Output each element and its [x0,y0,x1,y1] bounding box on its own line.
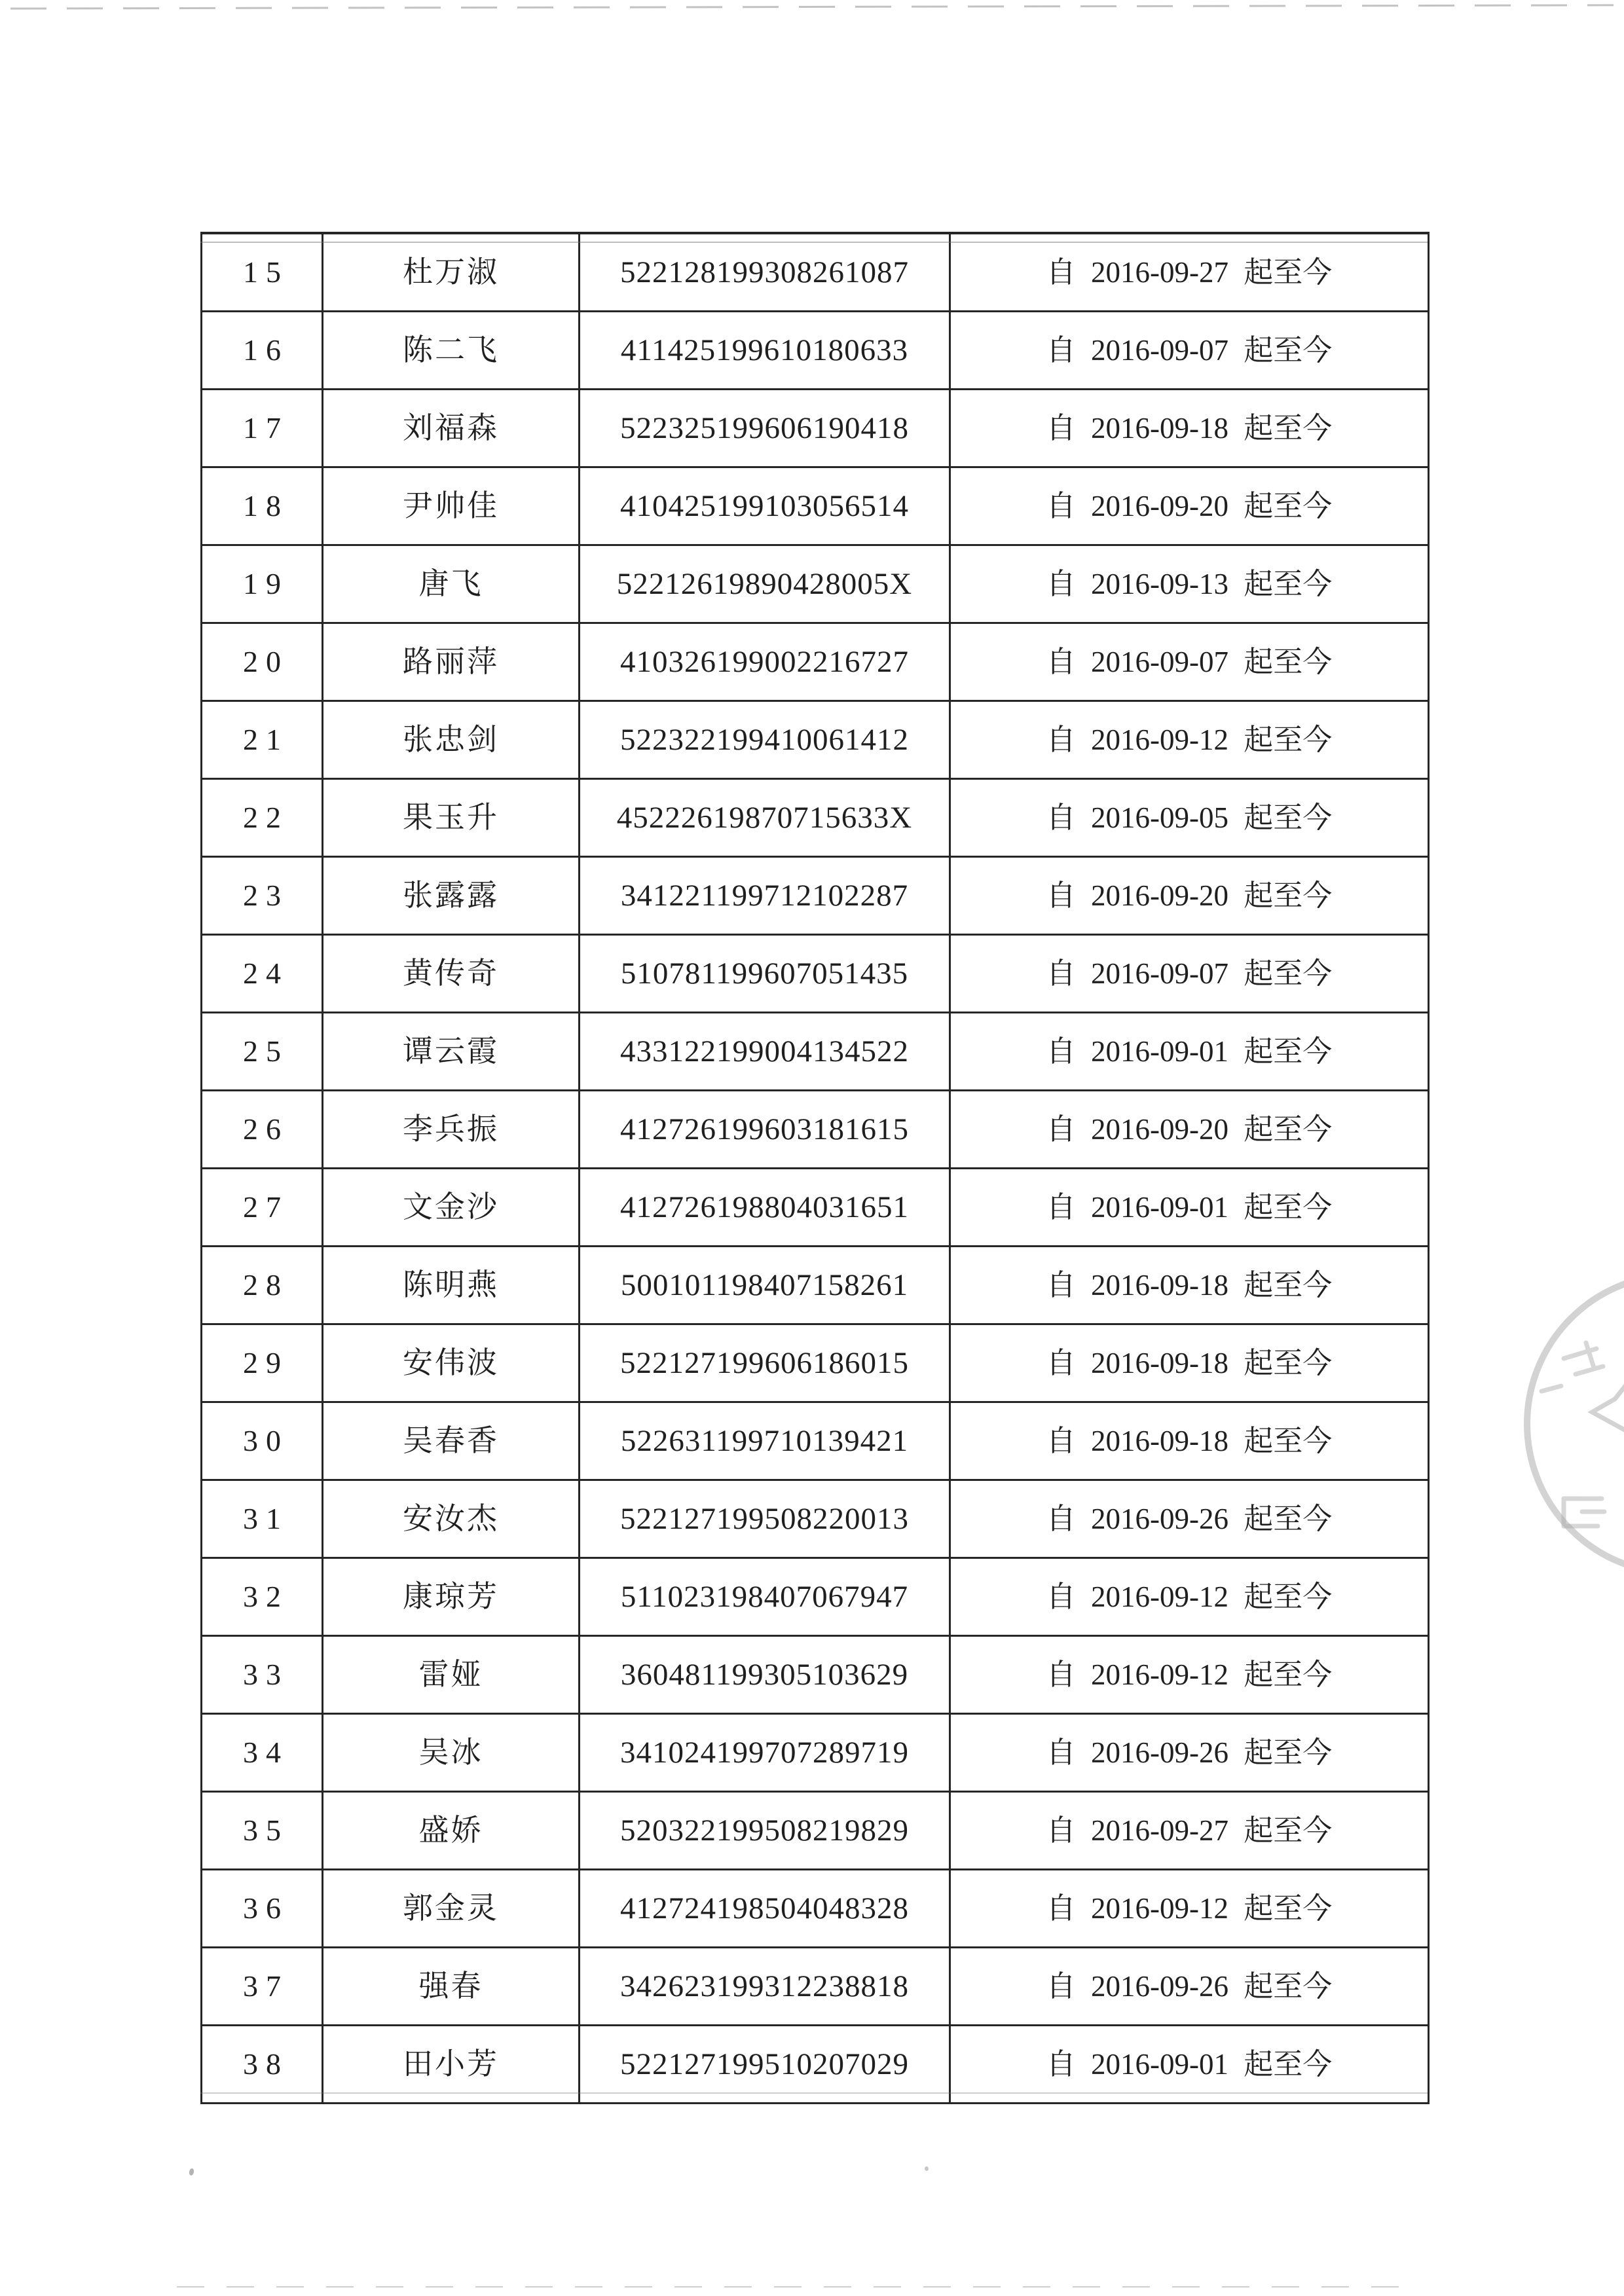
cell-row-number: 27 [202,1169,323,1247]
cell-row-number: 24 [202,936,323,1013]
cell-period: 自 2016-09-07 起至今 [951,312,1430,390]
cell-row-number: 35 [202,1793,323,1870]
cell-person-name: 盛娇 [323,1793,580,1870]
cell-period: 自 2016-09-05 起至今 [951,780,1430,858]
official-seal-stamp [1486,1280,1624,1581]
cell-row-number: 18 [202,468,323,546]
cell-period: 自 2016-09-26 起至今 [951,1481,1430,1559]
cell-person-name: 李兵振 [323,1091,580,1169]
cell-row-number: 37 [202,1948,323,2026]
cell-person-name: 文金沙 [323,1169,580,1247]
cell-row-number: 38 [202,2026,323,2104]
cell-row-number: 19 [202,546,323,624]
cell-person-name: 郭金灵 [323,1870,580,1948]
cell-id-number: 341024199707289719 [580,1715,951,1793]
cell-period: 自 2016-09-27 起至今 [951,1793,1430,1870]
cell-period: 自 2016-09-18 起至今 [951,1247,1430,1325]
cell-id-number: 412726198804031651 [580,1169,951,1247]
cell-id-number: 52212619890428005X [580,546,951,624]
cell-row-number: 21 [202,702,323,780]
cell-row-number: 17 [202,390,323,468]
cell-person-name: 安伟波 [323,1325,580,1403]
cell-person-name: 路丽萍 [323,624,580,702]
cell-id-number: 522128199308261087 [580,234,951,312]
seal-character-smudges [1541,1343,1604,1526]
cell-row-number: 22 [202,780,323,858]
cell-id-number: 410425199103056514 [580,468,951,546]
cell-id-number: 45222619870715633X [580,780,951,858]
cell-row-number: 32 [202,1559,323,1637]
cell-person-name: 安汝杰 [323,1481,580,1559]
cell-id-number: 520322199508219829 [580,1793,951,1870]
cell-row-number: 34 [202,1715,323,1793]
scan-speck [925,2166,929,2171]
cell-row-number: 16 [202,312,323,390]
scan-artifact-double-line-top [200,242,1428,243]
cell-period: 自 2016-09-01 起至今 [951,1169,1430,1247]
cell-person-name: 果玉升 [323,780,580,858]
cell-period: 自 2016-09-12 起至今 [951,702,1430,780]
cell-row-number: 33 [202,1637,323,1715]
cell-id-number: 411425199610180633 [580,312,951,390]
cell-period: 自 2016-09-07 起至今 [951,936,1430,1013]
scan-artifact-bottom-edge [177,2286,1421,2287]
cell-id-number: 522127199508220013 [580,1481,951,1559]
cell-id-number: 522322199410061412 [580,702,951,780]
cell-period: 自 2016-09-27 起至今 [951,234,1430,312]
cell-row-number: 26 [202,1091,323,1169]
cell-period: 自 2016-09-12 起至今 [951,1637,1430,1715]
cell-row-number: 36 [202,1870,323,1948]
cell-person-name: 吴春香 [323,1403,580,1481]
cell-period: 自 2016-09-20 起至今 [951,1091,1430,1169]
cell-id-number: 360481199305103629 [580,1637,951,1715]
cell-id-number: 510781199607051435 [580,936,951,1013]
cell-id-number: 522127199510207029 [580,2026,951,2104]
records-table [200,232,1430,2104]
cell-row-number: 30 [202,1403,323,1481]
cell-person-name: 雷娅 [323,1637,580,1715]
cell-row-number: 23 [202,858,323,936]
cell-id-number: 511023198407067947 [580,1559,951,1637]
cell-period: 自 2016-09-20 起至今 [951,468,1430,546]
cell-period: 自 2016-09-01 起至今 [951,1013,1430,1091]
cell-person-name: 陈明燕 [323,1247,580,1325]
cell-person-name: 强春 [323,1948,580,2026]
cell-period: 自 2016-09-18 起至今 [951,390,1430,468]
cell-id-number: 410326199002216727 [580,624,951,702]
cell-person-name: 黄传奇 [323,936,580,1013]
cell-id-number: 412724198504048328 [580,1870,951,1948]
cell-period: 自 2016-09-07 起至今 [951,624,1430,702]
cell-person-name: 尹帅佳 [323,468,580,546]
cell-person-name: 吴冰 [323,1715,580,1793]
cell-period: 自 2016-09-01 起至今 [951,2026,1430,2104]
cell-person-name: 杜万淑 [323,234,580,312]
cell-period: 自 2016-09-18 起至今 [951,1325,1430,1403]
cell-row-number: 25 [202,1013,323,1091]
cell-id-number: 500101198407158261 [580,1247,951,1325]
seal-star-icon [1592,1340,1624,1501]
cell-id-number: 522127199606186015 [580,1325,951,1403]
cell-row-number: 20 [202,624,323,702]
cell-id-number: 522325199606190418 [580,390,951,468]
cell-person-name: 谭云霞 [323,1013,580,1091]
cell-id-number: 433122199004134522 [580,1013,951,1091]
scan-speck [189,2168,194,2176]
cell-person-name: 田小芳 [323,2026,580,2104]
cell-person-name: 唐飞 [323,546,580,624]
cell-person-name: 张露露 [323,858,580,936]
cell-period: 自 2016-09-18 起至今 [951,1403,1430,1481]
cell-person-name: 康琼芳 [323,1559,580,1637]
cell-period: 自 2016-09-13 起至今 [951,546,1430,624]
cell-id-number: 412726199603181615 [580,1091,951,1169]
cell-person-name: 陈二飞 [323,312,580,390]
scan-artifact-top-edge [10,4,1614,9]
cell-row-number: 28 [202,1247,323,1325]
cell-person-name: 刘福森 [323,390,580,468]
cell-period: 自 2016-09-26 起至今 [951,1715,1430,1793]
cell-id-number: 342623199312238818 [580,1948,951,2026]
cell-person-name: 张忠剑 [323,702,580,780]
cell-row-number: 15 [202,234,323,312]
cell-id-number: 522631199710139421 [580,1403,951,1481]
cell-period: 自 2016-09-20 起至今 [951,858,1430,936]
cell-period: 自 2016-09-12 起至今 [951,1870,1430,1948]
cell-period: 自 2016-09-26 起至今 [951,1948,1430,2026]
cell-id-number: 341221199712102287 [580,858,951,936]
scan-artifact-double-line-bottom [200,2092,1428,2094]
cell-period: 自 2016-09-12 起至今 [951,1559,1430,1637]
cell-row-number: 31 [202,1481,323,1559]
cell-row-number: 29 [202,1325,323,1403]
